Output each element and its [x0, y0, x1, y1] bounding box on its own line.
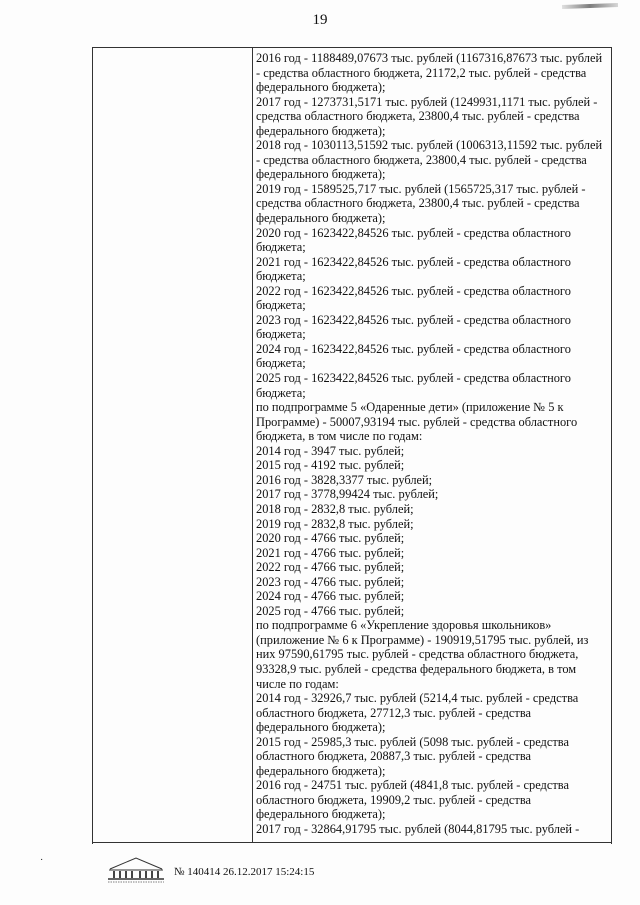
- paragraph: 2020 год - 4766 тыс. рублей;: [256, 531, 405, 546]
- paragraph: 2022 год - 4766 тыс. рублей;: [256, 560, 405, 575]
- paragraph: 2023 год - 1623422,84526 тыс. рублей - средства областного бюджета;: [256, 312, 571, 342]
- paragraph: 2017 год - 3778,99424 тыс. рублей;: [256, 487, 439, 502]
- margin-mark: ·: [40, 854, 44, 865]
- paragraph: по подпрограмме 5 «Одаренные дети» (приложение № 5 к Программе) - 50007,93194 тыс. рублей - средства областного бюджета, в том числе по годам:: [256, 400, 578, 444]
- paragraph: 2018 год - 2832,8 тыс. рублей;: [256, 501, 414, 516]
- paragraph: 2018 год - 1030113,51592 тыс. рублей (1006313,11592 тыс. рублей - средства областного бюджета, 23800,4 тыс. рублей - средства федерального бюджета);: [256, 138, 603, 182]
- paragraph: 2017 год - 1273731,5171 тыс. рублей (1249931,1171 тыс. рублей - средства областного бюджета, 23800,4 тыс. рублей - средства федерального бюджета);: [256, 94, 598, 138]
- document-footer: [104, 855, 404, 895]
- paragraph: 2019 год - 2832,8 тыс. рублей;: [256, 516, 414, 531]
- table-right-cell: [256, 51, 606, 837]
- paragraph: 2016 год - 3828,3377 тыс. рублей;: [256, 472, 433, 487]
- paragraph: 2025 год - 4766 тыс. рублей;: [256, 603, 405, 618]
- paragraph: 2014 год - 3947 тыс. рублей;: [256, 443, 405, 458]
- paragraph: 2022 год - 1623422,84526 тыс. рублей - средства областного бюджета;: [256, 283, 571, 313]
- paragraph: 2024 год - 4766 тыс. рублей;: [256, 589, 405, 604]
- paragraph: 2024 год - 1623422,84526 тыс. рублей - средства областного бюджета;: [256, 341, 571, 371]
- paragraph: 2025 год - 1623422,84526 тыс. рублей - средства областного бюджета;: [256, 371, 571, 400]
- registry-building-stamp: [104, 855, 168, 883]
- paragraph: 2015 год - 25985,3 тыс. рублей (5098 тыс. рублей - средства областного бюджета, 20887,3 тыс. рублей - средства федерального бюджета);: [256, 734, 569, 778]
- paragraph: 2014 год - 32926,7 тыс. рублей (5214,4 тыс. рублей - средства областного бюджета, 27712,3 тыс. рублей - средства федерального бюджета);: [256, 691, 579, 735]
- paragraph: 2020 год - 1623422,84526 тыс. рублей - средства областного бюджета;: [256, 225, 571, 255]
- paragraph: 2019 год - 1589525,717 тыс. рублей (1565725,317 тыс. рублей - средства областного бюджета, 23800,4 тыс. рублей - средства федерального бюджета);: [256, 181, 586, 226]
- paragraph: 2017 год - 32864,91795 тыс. рублей (8044,81795 тыс. рублей -: [256, 821, 580, 836]
- registration-stamp: № 140414 26.12.2017 15:24:15: [174, 866, 315, 878]
- column-divider: [252, 47, 253, 843]
- paragraph: 2021 год - 1623422,84526 тыс. рублей - средства областного бюджета;: [256, 254, 571, 284]
- paragraph: 2016 год - 24751 тыс. рублей (4841,8 тыс. рублей - средства областного бюджета, 19909,2 тыс. рублей - средства федерального бюджета);: [256, 778, 569, 822]
- scan-artifact: [562, 3, 618, 9]
- page-number: 19: [312, 12, 328, 28]
- paragraph: 2023 год - 4766 тыс. рублей;: [256, 574, 405, 589]
- paragraph: по подпрограмме 6 «Укрепление здоровья школьников» (приложение № 6 к Программе) - 190919,51795 тыс. рублей, из них 97590,61795 тыс. рублей - средства областного бюджета, 93328,9 тыс. рублей - средства федерального бюджета, в том числе по годам:: [256, 618, 589, 691]
- paragraph: 2021 год - 4766 тыс. рублей;: [256, 545, 405, 560]
- table-bottom-border: [92, 842, 611, 843]
- paragraph: 2016 год - 1188489,07673 тыс. рублей (1167316,87673 тыс. рублей - средства областного бюджета, 21172,2 тыс. рублей - средства федерального бюджета);: [256, 51, 603, 95]
- paragraph: 2015 год - 4192 тыс. рублей;: [256, 458, 405, 473]
